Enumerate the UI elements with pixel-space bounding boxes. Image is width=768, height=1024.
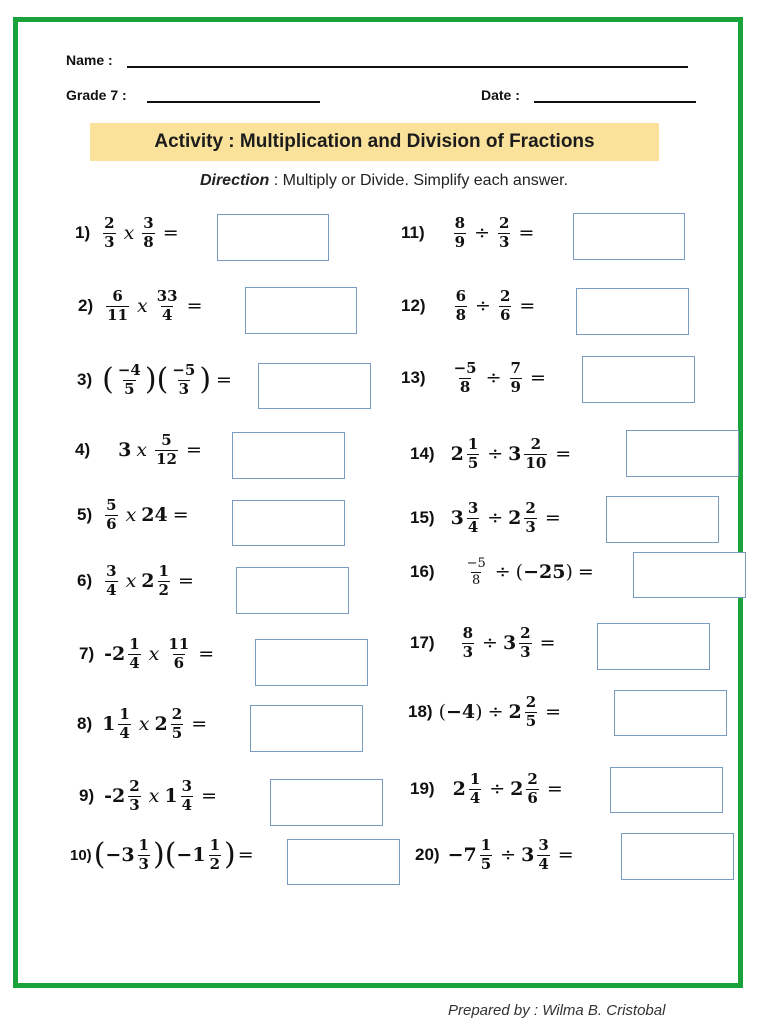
date-label: Date : [481, 87, 520, 103]
problem-number: 17) [410, 633, 435, 653]
fraction: $\frac{-5}{8}$ [453, 359, 477, 396]
answer-box-16[interactable] [633, 552, 746, 598]
fraction: $\frac{8}{9}$ [454, 214, 466, 251]
fraction: $\frac{1}{4}$ [129, 635, 140, 672]
answer-box-18[interactable] [614, 690, 727, 736]
fraction: $\frac{3}{4}$ [181, 777, 193, 814]
problem-number: 3) [77, 370, 93, 390]
problem-number: 20) [415, 845, 440, 865]
fraction: $\frac{8}{3}$ [462, 624, 474, 661]
fraction: $\frac{-5}{3}$ [172, 361, 196, 398]
fraction: $\frac{2}{5}$ [171, 705, 183, 742]
problem-7: 7) -2 $\frac{1}{4}$ x $\frac{11}{6}$ = [79, 635, 215, 672]
problem-number: 14) [410, 444, 435, 464]
problem-number: 6) [77, 571, 93, 591]
answer-box-17[interactable] [597, 623, 710, 670]
problem-number: 12) [401, 296, 426, 316]
answer-box-12[interactable] [576, 288, 689, 335]
fraction: $\frac{2}{3}$ [104, 214, 115, 251]
direction-text [0, 172, 768, 190]
problem-2: 2) $\frac{6}{11}$ x $\frac{33}{4}$ = [78, 287, 203, 324]
answer-box-19[interactable] [610, 767, 723, 813]
answer-box-20[interactable] [621, 833, 734, 880]
problem-13: 13) $\frac{-5}{8}$ ÷ $\frac{7}{9}$ = [401, 359, 546, 396]
fraction: $\frac{2}{3}$ [129, 777, 140, 814]
answer-box-11[interactable] [573, 213, 685, 260]
problem-5: 5) $\frac{5}{6}$ x 24 = [77, 496, 189, 533]
problem-number: 13) [401, 368, 426, 388]
fraction: $\frac{2}{3}$ [499, 214, 510, 251]
answer-box-3[interactable] [258, 363, 371, 409]
problem-number: 1) [75, 223, 91, 243]
direction-label: Direction [199, 172, 270, 189]
answer-box-15[interactable] [606, 496, 719, 543]
problem-3: 3) ( $\frac{-4}{5}$ ) ( $\frac{-5}{3}$ ) = [77, 361, 232, 398]
problem-4: 4) 3 x $\frac{5}{12}$ = [75, 431, 202, 468]
fraction: $\frac{3}{8}$ [143, 214, 154, 251]
problem-number: 4) [75, 440, 91, 460]
grade-line[interactable] [147, 101, 320, 103]
fraction: $\frac{11}{6}$ [168, 635, 190, 672]
fraction: $\frac{2}{6}$ [527, 770, 538, 807]
fraction: $\frac{2}{3}$ [520, 624, 531, 661]
problem-number: 19) [410, 779, 435, 799]
problem-11: 11) $\frac{8}{9}$ ÷ $\frac{2}{3}$ = [401, 214, 535, 251]
fraction: $\frac{7}{9}$ [510, 359, 521, 396]
fraction: $\frac{2}{10}$ [525, 435, 547, 472]
fraction: $\frac{-5}{8}$ [466, 556, 486, 588]
fraction: $\frac{5}{6}$ [106, 496, 117, 533]
direction-instructions: : Multiply or Divide. Simplify each answer. [273, 172, 569, 189]
name-line[interactable] [127, 66, 688, 68]
problem-number: 16) [410, 562, 435, 582]
fraction: $\frac{2}{6}$ [499, 287, 511, 324]
problem-19: 19) 2 $\frac{1}{4}$ ÷ 2 $\frac{2}{6}$ = [410, 770, 563, 807]
problem-18: 18) ( −4 ) ÷ 2 $\frac{2}{5}$ = [408, 693, 562, 730]
answer-box-7[interactable] [255, 639, 368, 686]
fraction: $\frac{1}{4}$ [469, 770, 481, 807]
fraction: $\frac{6}{11}$ [107, 287, 128, 324]
activity-title: Activity : Multiplication and Division of Fractions [90, 123, 659, 161]
problem-number: 15) [410, 508, 435, 528]
answer-box-6[interactable] [236, 567, 349, 614]
name-label: Name : [66, 52, 113, 68]
grade-label: Grade 7 : [66, 87, 127, 103]
fraction: $\frac{3}{4}$ [538, 836, 549, 873]
problem-number: 2) [78, 296, 94, 316]
answer-box-9[interactable] [270, 779, 383, 826]
problem-number: 18) [408, 702, 433, 722]
fraction: $\frac{-4}{5}$ [117, 361, 141, 398]
answer-box-8[interactable] [250, 705, 363, 752]
answer-box-4[interactable] [232, 432, 345, 479]
answer-box-10[interactable] [287, 839, 400, 885]
answer-box-1[interactable] [217, 214, 329, 261]
answer-box-13[interactable] [582, 356, 695, 403]
answer-box-5[interactable] [232, 500, 345, 546]
date-line[interactable] [534, 101, 696, 103]
fraction: $\frac{1}{2}$ [209, 836, 220, 873]
answer-box-2[interactable] [245, 287, 357, 334]
fraction: $\frac{33}{4}$ [156, 287, 178, 324]
fraction: $\frac{1}{4}$ [119, 705, 130, 742]
problem-number: 7) [79, 644, 95, 664]
fraction: $\frac{5}{12}$ [156, 431, 177, 468]
fraction: $\frac{1}{3}$ [138, 836, 149, 873]
problem-number: 9) [79, 786, 95, 806]
problem-number: 11) [401, 223, 425, 243]
problem-9: 9) -2 $\frac{2}{3}$ x 1 $\frac{3}{4}$ = [79, 777, 217, 814]
prepared-by: Prepared by : Wilma B. Cristobal [448, 1002, 666, 1019]
fraction: $\frac{2}{5}$ [525, 693, 537, 730]
problem-17: 17) $\frac{8}{3}$ ÷ 3 $\frac{2}{3}$ = [410, 624, 556, 661]
fraction: $\frac{1}{5}$ [467, 435, 479, 472]
fraction: $\frac{2}{3}$ [525, 499, 536, 536]
problem-number: 10) [70, 846, 92, 864]
problem-8: 8) 1 $\frac{1}{4}$ x 2 $\frac{2}{5}$ = [77, 705, 208, 742]
fraction: $\frac{6}{8}$ [455, 287, 467, 324]
problem-12: 12) $\frac{6}{8}$ ÷ $\frac{2}{6}$ = [401, 287, 536, 324]
problem-15: 15) 3 $\frac{3}{4}$ ÷ 2 $\frac{2}{3}$ = [410, 499, 561, 536]
fraction: $\frac{1}{5}$ [480, 836, 492, 873]
problem-1: 1) $\frac{2}{3}$ x $\frac{3}{8}$ = [75, 214, 179, 251]
problem-6: 6) $\frac{3}{4}$ x 2 $\frac{1}{2}$ = [77, 562, 194, 599]
problem-10: 10) ( −3 $\frac{1}{3}$ ) ( −1 $\frac{1}{2}$ ) = [70, 836, 254, 873]
answer-box-14[interactable] [626, 430, 739, 477]
problem-number: 8) [77, 714, 93, 734]
problem-16: 16) $\frac{-5}{8}$ ÷ ( −25 ) = [410, 556, 594, 588]
fraction: $\frac{3}{4}$ [106, 562, 117, 599]
fraction: $\frac{1}{2}$ [158, 562, 169, 599]
problem-20: 20) −7 $\frac{1}{5}$ ÷ 3 $\frac{3}{4}$ = [415, 836, 574, 873]
fraction: $\frac{3}{4}$ [467, 499, 479, 536]
problem-14: 14) 2 $\frac{1}{5}$ ÷ 3 $\frac{2}{10}$ = [410, 435, 572, 472]
problem-number: 5) [77, 505, 93, 525]
